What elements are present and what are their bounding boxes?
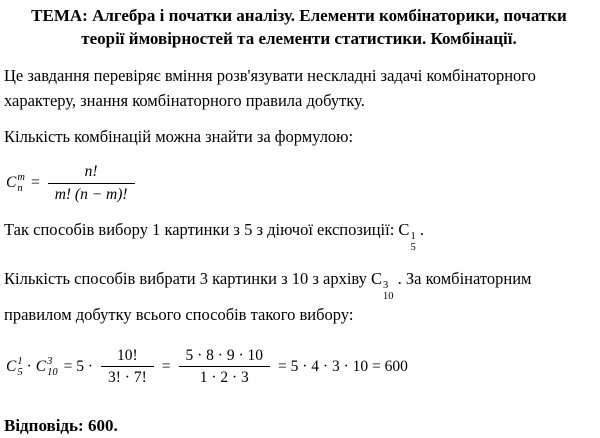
formula1-equals: = bbox=[30, 174, 40, 192]
formula2-c5-superscript: 1 bbox=[17, 355, 23, 367]
combination-formula bbox=[6, 163, 594, 204]
c-5-1-superscript: 1 bbox=[410, 230, 416, 242]
example2-text: Кількість способів вибрати 3 картинки з 10 з архіву bbox=[4, 268, 372, 288]
formula2-fraction1-numerator: 10! bbox=[101, 347, 154, 368]
formula2-c10-scripts bbox=[47, 356, 58, 378]
formula1-numerator: n! bbox=[48, 163, 135, 184]
formula-intro-paragraph: Кількість комбінацій можна знайти за формулою: bbox=[4, 127, 354, 146]
answer-line: Відповідь: 600. bbox=[4, 416, 118, 436]
calculation-formula bbox=[6, 347, 594, 388]
formula2-c10-subscript: 10 bbox=[47, 366, 58, 378]
c-10-3-base: C bbox=[371, 268, 383, 288]
c-10-3-subscript: 10 bbox=[383, 290, 394, 302]
formula2-equals2: = bbox=[161, 358, 171, 375]
title-line-1: ТЕМА: Алгебра і початки аналізу. Елементи комбінаторики, початки bbox=[31, 6, 567, 25]
formula1-subscript: n bbox=[17, 183, 23, 195]
formula2-fraction2 bbox=[179, 347, 271, 388]
c-10-3-notation bbox=[371, 268, 394, 302]
example1-text: Так способів вибору 1 картинки з 5 з діючої експозиції: bbox=[4, 219, 399, 239]
c-5-1-base: C bbox=[398, 219, 410, 239]
formula2-c10-symbol: C bbox=[35, 358, 47, 375]
formula2-result: = 5 · 4 · 3 · 10 = 600 bbox=[278, 358, 408, 375]
example1-period: . bbox=[415, 219, 424, 239]
formula2-fraction1 bbox=[101, 347, 154, 388]
c-5-1-notation bbox=[398, 219, 416, 253]
example1-paragraph bbox=[4, 217, 594, 253]
formula2-fraction1-denominator: 3! · 7! bbox=[108, 369, 147, 387]
c-10-3-superscript: 3 bbox=[383, 279, 389, 291]
formula2-c5-subscript: 5 bbox=[17, 366, 23, 378]
formula1-scripts bbox=[17, 172, 25, 194]
formula1-denominator: m! (n − m)! bbox=[54, 185, 128, 203]
formula1-c-symbol: C bbox=[6, 174, 17, 192]
formula2-c5-symbol: C bbox=[6, 358, 17, 375]
page-title bbox=[12, 4, 586, 50]
formula2-c5-scripts bbox=[17, 356, 22, 378]
formula2-equals-five: = 5 · bbox=[63, 358, 94, 375]
formula2-multiply-dot: · bbox=[26, 358, 32, 375]
formula1-superscript: m bbox=[17, 172, 25, 184]
c-10-3-scripts bbox=[383, 280, 394, 302]
formula2-fraction2-denominator: 1 · 2 · 3 bbox=[199, 369, 249, 387]
example2-paragraph bbox=[4, 266, 594, 327]
formula2-fraction2-numerator: 5 · 8 · 9 · 10 bbox=[179, 347, 271, 368]
title-line-2: теорії ймовірностей та елементи статистики. Комбінації. bbox=[81, 29, 517, 48]
example2-continuation: . За комбінаторним правилом добутку всього способів такого вибору: bbox=[4, 268, 532, 324]
intro-paragraph: Це завдання перевіряє вміння розв'язувати нескладні задачі комбінаторного характеру, знання комбінаторного правила добутку. bbox=[4, 66, 536, 110]
c-5-1-subscript: 5 bbox=[410, 241, 416, 253]
formula2-c10-superscript: 3 bbox=[47, 355, 53, 367]
formula1-fraction bbox=[48, 163, 135, 204]
